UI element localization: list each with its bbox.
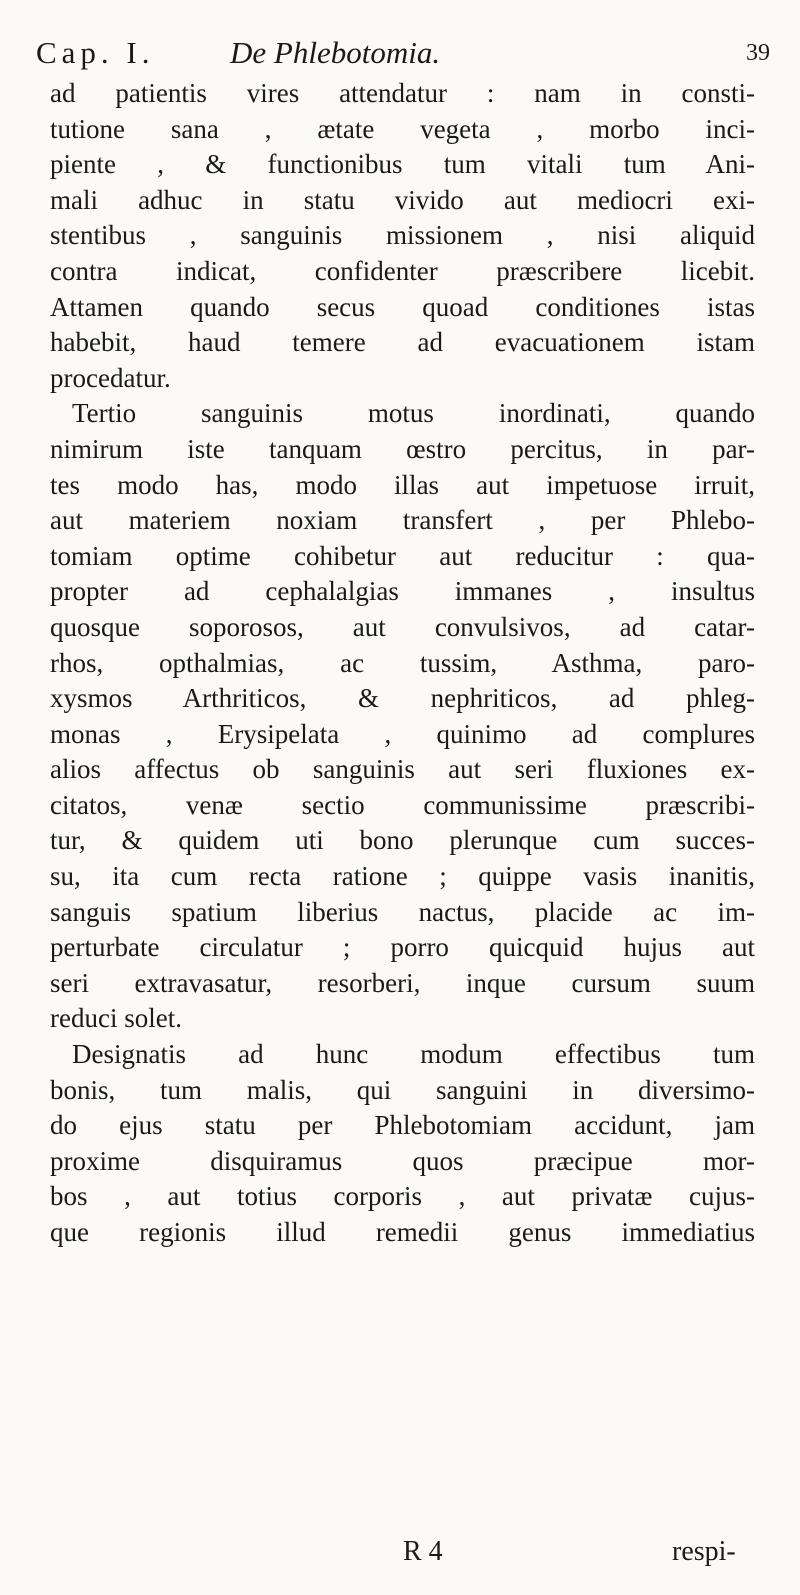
text-line: proxime disquiramus quos præcipue mor- [50,1145,755,1176]
text-line: reduci solet. [50,1003,182,1034]
text-line: aut materiem noxiam transfert , per Phlebo- [50,505,755,536]
text-line: seri extravasatur, resorberi, inque cursum suum [50,967,755,998]
page-number: 39 [746,40,770,66]
text-line: Attamen quando secus quoad conditiones istas [50,291,755,322]
text-line: quosque soporosos, aut convulsivos, ad catar- [50,611,755,642]
text-line: stentibus , sanguinis missionem , nisi aliquid [50,220,755,251]
text-line: citatos, venæ sectio communissime præscribi- [50,789,755,820]
text-line: su, ita cum recta ratione ; quippe vasis inanitis, [50,861,755,892]
text-line: contra indicat, confidenter præscribere licebit. [50,255,755,286]
text-line: tutione sana , ætate vegeta , morbo inci- [50,113,755,144]
text-line: bonis, tum malis, qui sanguini in diversimo- [50,1074,755,1105]
text-line: tur, & quidem uti bono plerunque cum succes- [50,825,755,856]
text-line: procedatur. [50,362,171,393]
text-line: perturbate circulatur ; porro quicquid hujus aut [50,932,755,963]
text-line: propter ad cephalalgias immanes , insultus [50,576,755,607]
text-line: bos , aut totius corporis , aut privatæ cujus- [50,1181,755,1212]
text-line: piente , & functionibus tum vitali tum Ani- [50,149,755,180]
text-line: ad patientis vires attendatur : nam in consti- [50,78,755,108]
paragraph-start-line: Tertio sanguinis motus inordinati, quando [72,398,755,429]
catchword: respi- [672,1536,736,1567]
text-line: tomiam optime cohibetur aut reducitur : qua- [50,540,755,571]
header-title: De Phlebotomia. [230,35,441,70]
text-line: que regionis illud remedii genus immediatius [50,1217,755,1247]
text-line: alios affectus ob sanguinis aut seri fluxiones ex- [50,754,755,785]
running-header [36,28,776,78]
text-line: rhos, opthalmias, ac tussim, Asthma, paro- [50,647,755,678]
text-line: nimirum iste tanquam œstro percitus, in par- [50,433,755,464]
page-footer [0,1532,800,1572]
text-line: tes modo has, modo illas aut impetuose irruit, [50,469,755,500]
text-line: sanguis spatium liberius nactus, placide ac im- [50,896,755,927]
body-text [50,76,755,1251]
text-line: mali adhuc in statu vivido aut mediocri exi- [50,184,755,215]
text-line: do ejus statu per Phlebotomiam accidunt, jam [50,1110,755,1141]
text-line: habebit, haud temere ad evacuationem istam [50,327,755,358]
paragraph-start-line: Designatis ad hunc modum effectibus tum [72,1039,755,1070]
chapter-label: Cap. I. [36,35,155,70]
signature-mark: R 4 [403,1536,443,1567]
text-line: xysmos Arthriticos, & nephriticos, ad phleg- [50,683,755,714]
text-line: monas , Erysipelata , quinimo ad complures [50,718,755,749]
